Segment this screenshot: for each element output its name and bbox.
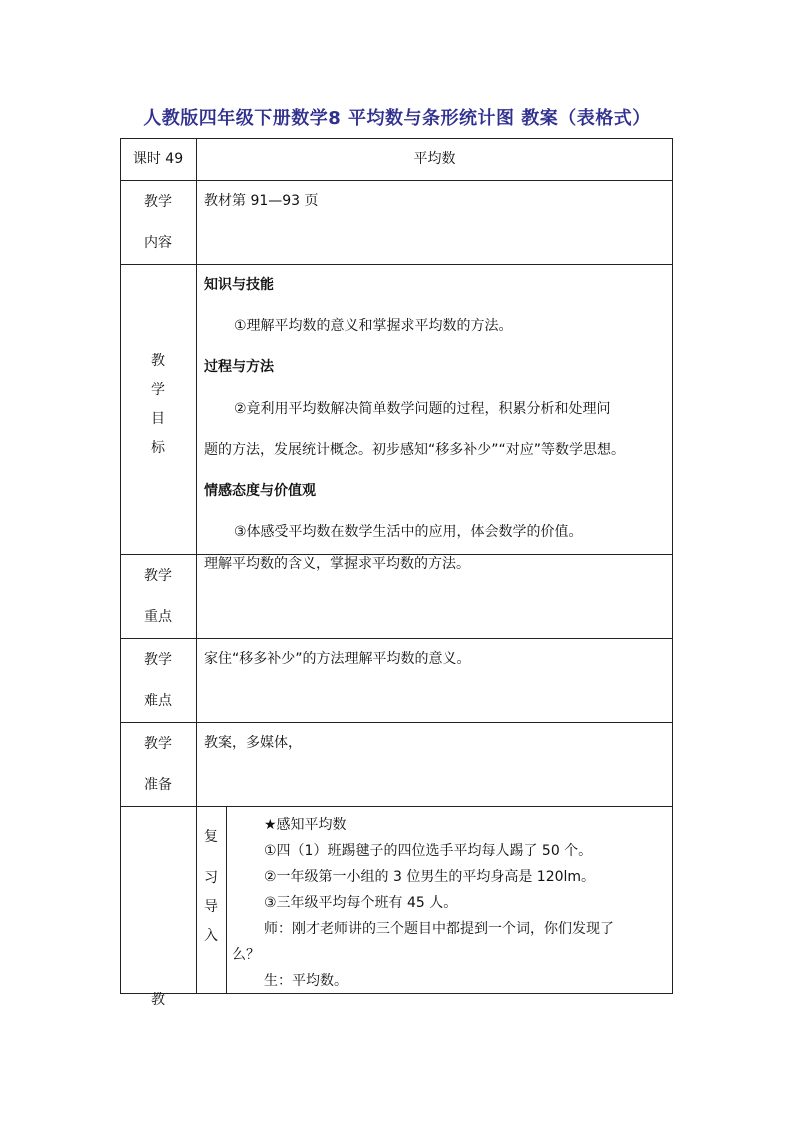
content-label-line-2: 内容 [144, 235, 172, 251]
preparation-label-line-1: 教学 [144, 736, 172, 752]
process-line-4b: 么？ [232, 947, 260, 963]
lesson-number: 课时 49 [132, 151, 184, 167]
process-line-2: ②一年级第一小组的 3 位男生的平均身高是 120lm。 [264, 869, 596, 885]
objective-item-3: ③体感受平均数在数学生活中的应用，体会数学的价值。 [234, 524, 583, 540]
objective-item-2-line-1: ②竟利用平均数解决简单数学问题的过程，积累分析和处理问 [234, 401, 611, 417]
process-line-3: ③三年级平均每个班有 45 人。 [264, 895, 458, 911]
row-content [120, 180, 673, 264]
row-objectives [120, 264, 673, 554]
key-points-label-line-2: 重点 [144, 609, 172, 625]
key-points-label-line-1: 教学 [144, 568, 172, 584]
objective-item-2-line-2: 题的方法，发展统计概念。初步感知“移多补少”“对应”等数学思想。 [204, 442, 626, 458]
objectives-label-char-4: 标 [151, 440, 165, 456]
difficulties-label-line-2: 难点 [144, 693, 172, 709]
process-line-5: 生：平均数。 [264, 973, 348, 989]
document-title: 人教版四年级下册数学8 平均数与条形统计图 教案（表格式） [143, 108, 651, 129]
objective-heading-knowledge: 知识与技能 [204, 277, 274, 293]
lesson-plan-table [120, 138, 673, 1008]
row-process [120, 806, 673, 1008]
row-difficulties [120, 638, 673, 722]
process-line-1: ①四（1）班踢毽子的四位选手平均每人踢了 50 个。 [264, 843, 593, 859]
objective-heading-attitude: 情感态度与价值观 [204, 483, 316, 499]
preparation-text: 教案，多媒体， [204, 735, 302, 751]
process-line-4a: 师：刚才老师讲的三个题目中都提到一个词，你们发现了 [264, 921, 614, 937]
review-label-char-4: 入 [204, 928, 218, 944]
objectives-label-char-2: 学 [151, 382, 165, 398]
review-label-char-1: 复 [204, 829, 218, 845]
row-key-points [120, 554, 673, 638]
review-label-char-2: 习 [204, 870, 218, 886]
lesson-topic: 平均数 [413, 151, 456, 167]
objectives-label-char-1: 教 [151, 353, 165, 369]
difficulties-text: 家住“移多补少”的方法理解平均数的意义。 [204, 651, 471, 667]
objective-item-1: ①理解平均数的意义和掌握求平均数的方法。 [234, 318, 513, 334]
key-points-text: 理解平均数的含义，掌握求平均数的方法。 [204, 556, 470, 572]
process-heading: ★感知平均数 [264, 817, 347, 833]
difficulties-label-line-1: 教学 [144, 652, 172, 668]
objective-heading-process: 过程与方法 [204, 359, 274, 375]
row-lesson [120, 138, 673, 180]
row-preparation [120, 722, 673, 806]
review-label-char-3: 导 [204, 899, 218, 915]
objectives-label-char-3: 目 [151, 411, 165, 427]
process-label-partial: 教 [151, 992, 165, 1008]
content-label-line-1: 教学 [144, 194, 172, 210]
preparation-label-line-2: 准备 [144, 777, 172, 793]
content-text: 教材第 91—93 页 [204, 193, 319, 209]
